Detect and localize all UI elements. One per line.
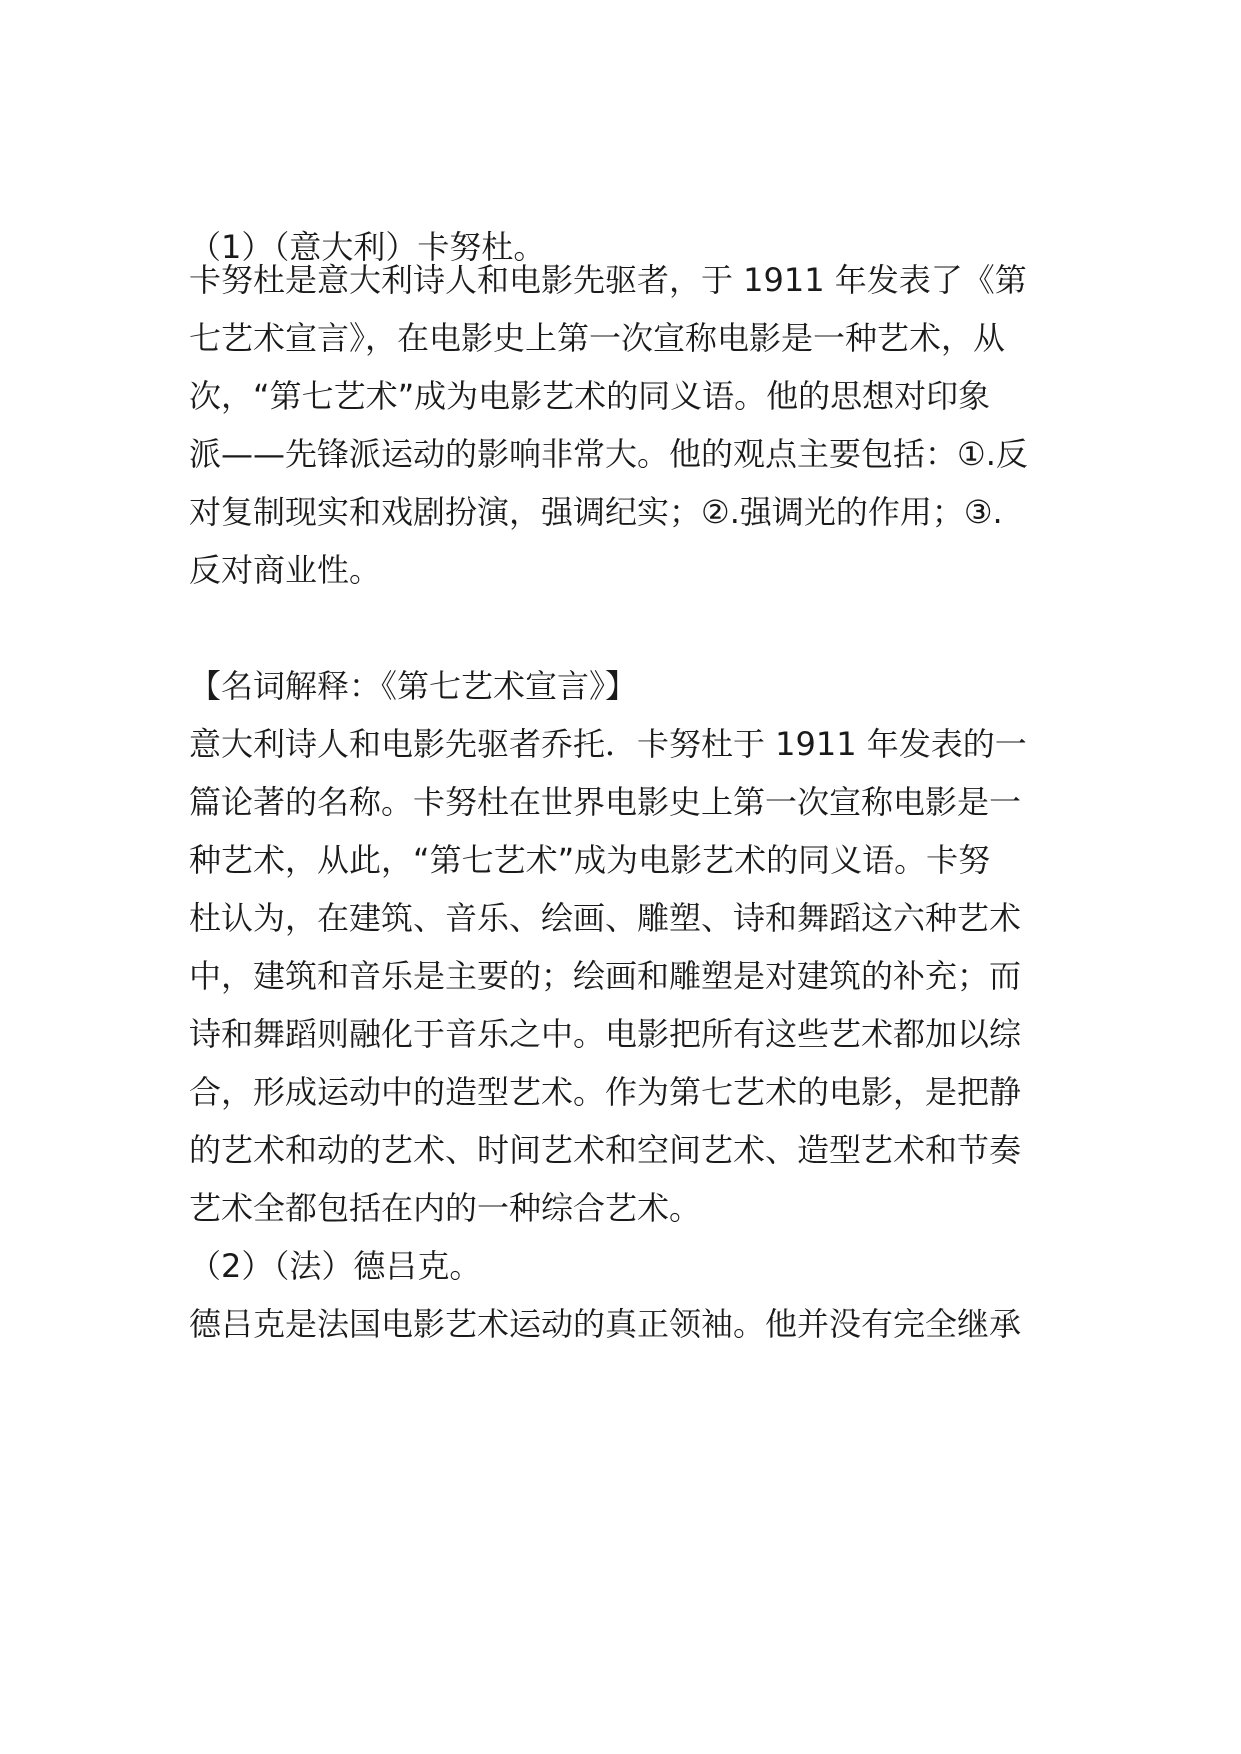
paragraph-line: 种艺术，从此，“第七艺术”成为电影艺术的同义语。卡努 bbox=[189, 841, 991, 879]
section-heading-delluc: （2）（法）德吕克。 bbox=[189, 1247, 482, 1285]
paragraph-line: 意大利诗人和电影先驱者乔托．卡努杜于 1911 年发表的一 bbox=[189, 725, 1027, 763]
paragraph-line: 诗和舞蹈则融化于音乐之中。电影把所有这些艺术都加以综 bbox=[189, 1015, 1022, 1053]
paragraph-line: 中，建筑和音乐是主要的；绘画和雕塑是对建筑的补充；而 bbox=[189, 957, 1022, 995]
paragraph-line: 的艺术和动的艺术、时间艺术和空间艺术、造型艺术和节奏 bbox=[189, 1131, 1022, 1169]
section-heading-canudo: （1）（意大利）卡努杜。 bbox=[189, 228, 546, 266]
paragraph-line: 反对商业性。 bbox=[189, 551, 382, 589]
paragraph-line: 艺术全都包括在内的一种综合艺术。 bbox=[189, 1189, 702, 1227]
paragraph-line: 卡努杜是意大利诗人和电影先驱者，于 1911 年发表了《第 bbox=[189, 261, 1027, 299]
term-heading: 【名词解释：《第七艺术宣言》】 bbox=[189, 667, 638, 705]
paragraph-line: 对复制现实和戏剧扮演，强调纪实；②.强调光的作用；③. bbox=[189, 493, 1003, 531]
paragraph-line: 次，“第七艺术”成为电影艺术的同义语。他的思想对印象 bbox=[189, 377, 991, 415]
paragraph-line: 篇论著的名称。卡努杜在世界电影史上第一次宣称电影是一 bbox=[189, 783, 1022, 821]
paragraph-line: 德吕克是法国电影艺术运动的真正领袖。他并没有完全继承 bbox=[189, 1305, 1022, 1343]
paragraph-line: 七艺术宣言》，在电影史上第一次宣称电影是一种艺术，从 bbox=[189, 319, 1006, 357]
paragraph-line: 杜认为，在建筑、音乐、绘画、雕塑、诗和舞蹈这六种艺术 bbox=[189, 899, 1022, 937]
paragraph-line: 派——先锋派运动的影响非常大。他的观点主要包括：①.反 bbox=[189, 435, 1028, 473]
paragraph-line: 合，形成运动中的造型艺术。作为第七艺术的电影，是把静 bbox=[189, 1073, 1022, 1111]
